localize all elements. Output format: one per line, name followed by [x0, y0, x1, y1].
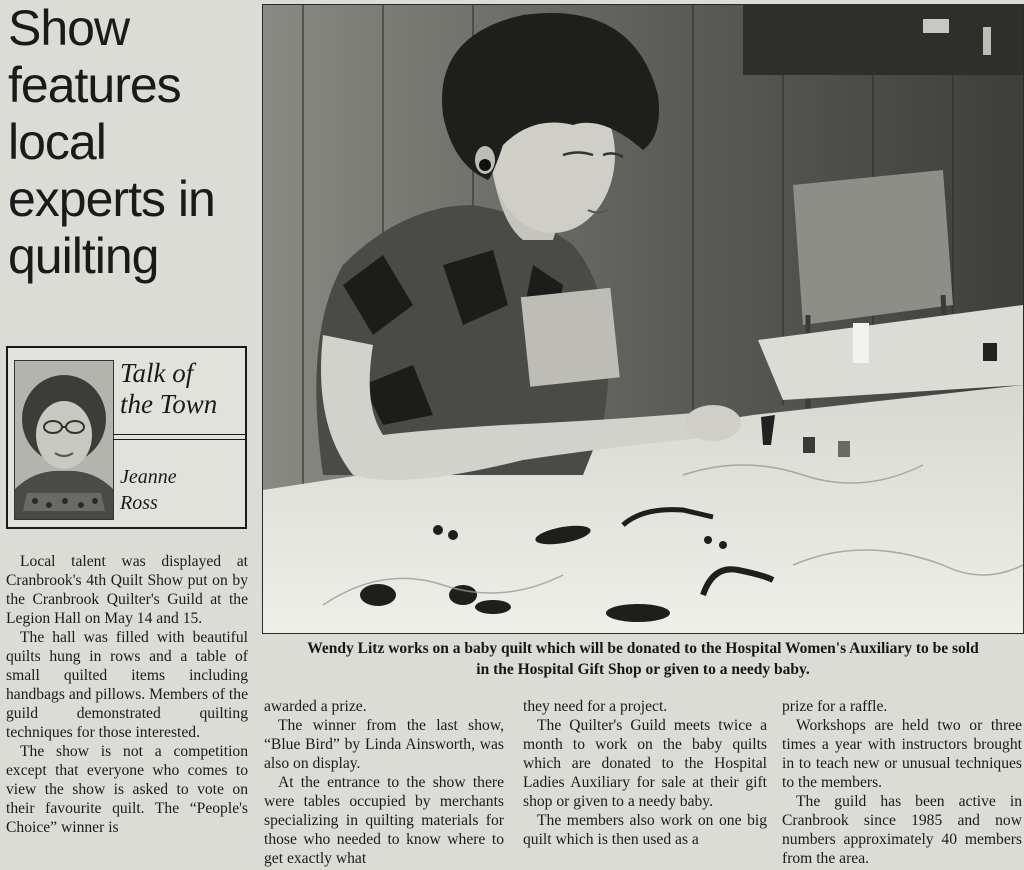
- article-column-1: [6, 552, 248, 837]
- paragraph: Workshops are held two or three times a year with instructors brought in to teach new or unusual techniques to the members.: [782, 717, 1022, 791]
- column-title: Talk of the Town: [120, 358, 218, 419]
- paragraph: Local talent was displayed at Cranbrook's 4th Quilt Show put on by the Cranbrook Quilter's Guild at the Legion Hall on May 14 and 15.: [6, 553, 248, 627]
- paragraph: The hall was filled with beautiful quilts hung in rows and a table of small quilted items including handbags and pillows. Members of the guild demonstrated quilting techniques for those interested.: [6, 629, 248, 741]
- headline: [8, 0, 258, 285]
- column-author: Jeanne Ross: [120, 466, 177, 514]
- headline-line: quilting: [8, 228, 159, 284]
- column-sig-box: [6, 346, 247, 529]
- headline-line: features: [8, 57, 181, 113]
- headline-line: Show: [8, 0, 130, 56]
- paragraph: The guild has been active in Cranbrook since 1985 and now numbers approximately 40 members from the area.: [782, 793, 1022, 867]
- paragraph: The Quilter's Guild meets twice a month to work on the baby quilts which are donated to the Hospital Ladies Auxiliary for sale at their gift shop or given to a needy baby.: [523, 717, 767, 810]
- photo-caption: Wendy Litz works on a baby quilt which will be donated to the Hospital Women's Auxiliary to be sold in the Hospital Gift Shop or given to a needy baby.: [307, 640, 979, 678]
- divider: [113, 434, 245, 435]
- article-column-2: [264, 697, 504, 868]
- main-photo: [262, 4, 1024, 634]
- paragraph: The members also work on one big quilt which is then used as a: [523, 812, 767, 848]
- headline-line: experts in: [8, 171, 215, 227]
- paragraph: The winner from the last show, “Blue Bird” by Linda Ainsworth, was also on display.: [264, 717, 504, 772]
- article-column-3: [523, 697, 767, 849]
- columnist-photo: [14, 360, 114, 520]
- paragraph: awarded a prize.: [264, 698, 367, 715]
- divider: [113, 439, 245, 440]
- paragraph: The show is not a competition except that everyone who comes to view the show is asked to vote on their favourite quilt. The “People's Choice” winner is: [6, 743, 248, 836]
- article-column-4: [782, 697, 1022, 868]
- paragraph: they need for a project.: [523, 698, 668, 715]
- headline-line: local: [8, 114, 106, 170]
- paragraph: At the entrance to the show there were tables occupied by merchants specializing in quilting materials for those who needed to know where to get exactly what: [264, 774, 504, 867]
- paragraph: prize for a raffle.: [782, 698, 888, 715]
